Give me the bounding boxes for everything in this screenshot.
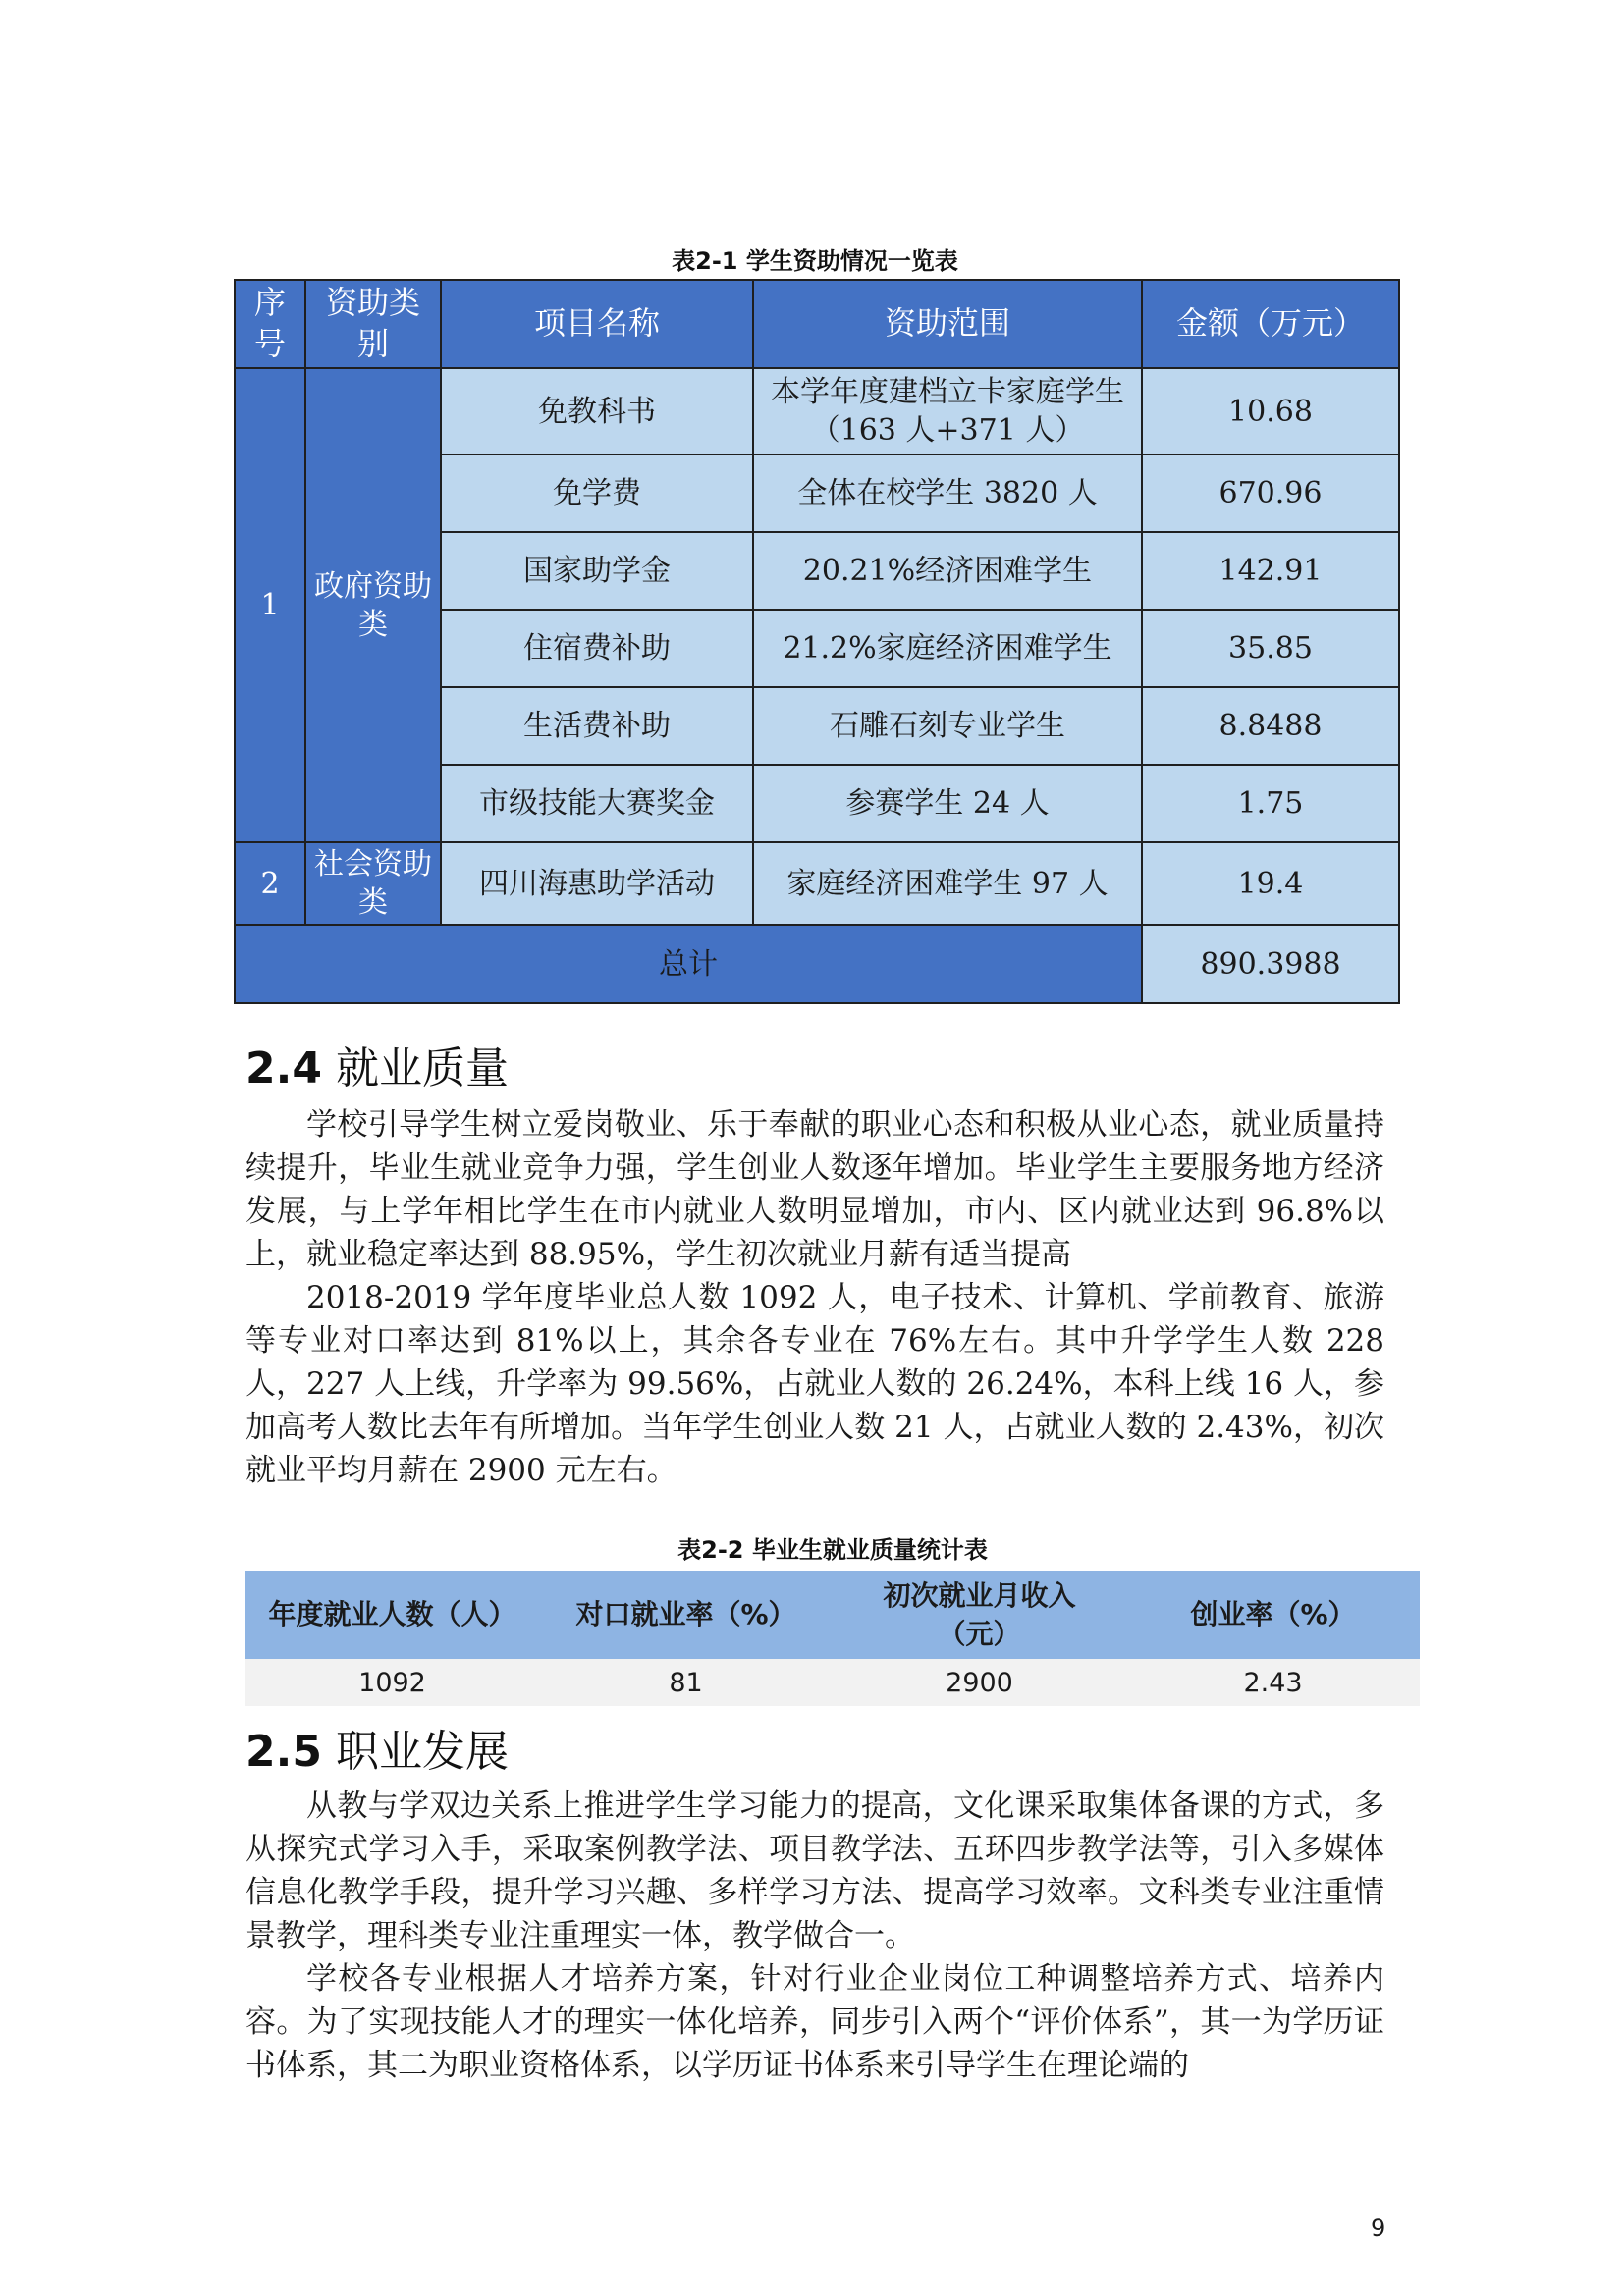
- group-seq: 2: [235, 842, 305, 925]
- project-name: 市级技能大赛奖金: [441, 765, 753, 842]
- section-heading-2-4: [245, 1033, 509, 1095]
- aid-amount: 8.8488: [1142, 687, 1399, 765]
- page-number: 9: [1371, 2215, 1386, 2242]
- header-project: 项目名称: [441, 280, 753, 368]
- table-caption: 表2-2 毕业生就业质量统计表: [677, 1536, 988, 1564]
- aid-scope: 参赛学生 24 人: [753, 765, 1142, 842]
- table-row: [235, 842, 1399, 925]
- paragraph: 学校引导学生树立爱岗敬业、乐于奉献的职业心态和积极从业心态，就业质量持续提升，毕业生就业竞争力强，学生创业人数逐年增加。毕业学生主要服务地方经济发展，与上学年相比学生在市内就业人数明显增加，市内、区内就业达到 96.8%以上，就业稳定率达到 88.95%，学生初次就业月薪有适当提高: [245, 1107, 1384, 1272]
- header-startup-rate: 创业率（%）: [1126, 1571, 1420, 1659]
- header-seq: 序号: [235, 280, 305, 368]
- aid-amount: 19.4: [1142, 842, 1399, 925]
- project-name: 国家助学金: [441, 532, 753, 610]
- project-name: 住宿费补助: [441, 610, 753, 687]
- aid-amount: 1.75: [1142, 765, 1399, 842]
- project-name: 免教科书: [441, 368, 753, 454]
- header-match-rate: 对口就业率（%）: [539, 1571, 833, 1659]
- paragraph: 从教与学双边关系上推进学生学习能力的提高，文化课采取集体备课的方式，多从探究式学习入手，采取案例教学法、项目教学法、五环四步教学法等，引入多媒体信息化教学手段，提升学习兴趣、多样学习方法、提高学习效率。文科类专业注重情景教学，理科类专业注重理实一体，教学做合一。: [245, 1789, 1384, 1953]
- paragraph: 2018-2019 学年度毕业总人数 1092 人，电子技术、计算机、学前教育、旅游等专业对口率达到 81%以上，其余各专业在 76%左右。其中升学学生人数 228 人，227 人上线，升学率为 99.56%，占就业人数的 26.24%，本科上线 16 人，参加高考人数比去年有所增加。当年学生创业人数 21 人，占就业人数的 2.43%，初次就业平均月薪在 2900 元左右。: [245, 1280, 1384, 1488]
- aid-scope: 21.2%家庭经济困难学生: [753, 610, 1142, 687]
- total-amount: 890.3988: [1142, 925, 1399, 1003]
- cell: 1092: [245, 1659, 539, 1706]
- project-name: 免学费: [441, 454, 753, 532]
- project-name: 生活费补助: [441, 687, 753, 765]
- table-row: [245, 1659, 1420, 1706]
- header-employed-count: 年度就业人数（人）: [245, 1571, 539, 1659]
- total-row: [235, 925, 1399, 1003]
- section-title: 就业质量: [335, 1043, 509, 1094]
- cell: 2900: [833, 1659, 1126, 1706]
- group-category: 社会资助类: [305, 842, 441, 925]
- section-number: 2.5: [245, 1727, 322, 1777]
- table-caption: 表2-1 学生资助情况一览表: [672, 247, 958, 275]
- total-label: 总计: [235, 925, 1142, 1003]
- employment-table: [245, 1571, 1420, 1706]
- table-row: [235, 368, 1399, 454]
- aid-scope: 石雕石刻专业学生: [753, 687, 1142, 765]
- aid-scope: 全体在校学生 3820 人: [753, 454, 1142, 532]
- group-category: 政府资助类: [305, 368, 441, 842]
- cell: 81: [539, 1659, 833, 1706]
- aid-amount: 35.85: [1142, 610, 1399, 687]
- project-name: 四川海惠助学活动: [441, 842, 753, 925]
- aid-table: [234, 279, 1400, 1004]
- aid-scope: 家庭经济困难学生 97 人: [753, 842, 1142, 925]
- header-scope: 资助范围: [753, 280, 1142, 368]
- header-amount: 金额（万元）: [1142, 280, 1399, 368]
- section-title: 职业发展: [335, 1727, 509, 1777]
- header-monthly-income: 初次就业月收入（元）: [833, 1571, 1126, 1659]
- cell: 2.43: [1126, 1659, 1420, 1706]
- section-number: 2.4: [245, 1043, 322, 1094]
- header-category: 资助类别: [305, 280, 441, 368]
- aid-scope: 本学年度建档立卡家庭学生（163 人+371 人）: [753, 368, 1142, 454]
- group-seq: 1: [235, 368, 305, 842]
- paragraph: 学校各专业根据人才培养方案，针对行业企业岗位工种调整培养方式、培养内容。为了实现技能人才的理实一体化培养，同步引入两个“评价体系”，其一为学历证书体系，其二为职业资格体系，以学历证书体系来引导学生在理论端的: [245, 1961, 1384, 2083]
- aid-scope: 20.21%经济困难学生: [753, 532, 1142, 610]
- aid-amount: 670.96: [1142, 454, 1399, 532]
- section-heading-2-5: [245, 1716, 509, 1779]
- aid-amount: 10.68: [1142, 368, 1399, 454]
- aid-amount: 142.91: [1142, 532, 1399, 610]
